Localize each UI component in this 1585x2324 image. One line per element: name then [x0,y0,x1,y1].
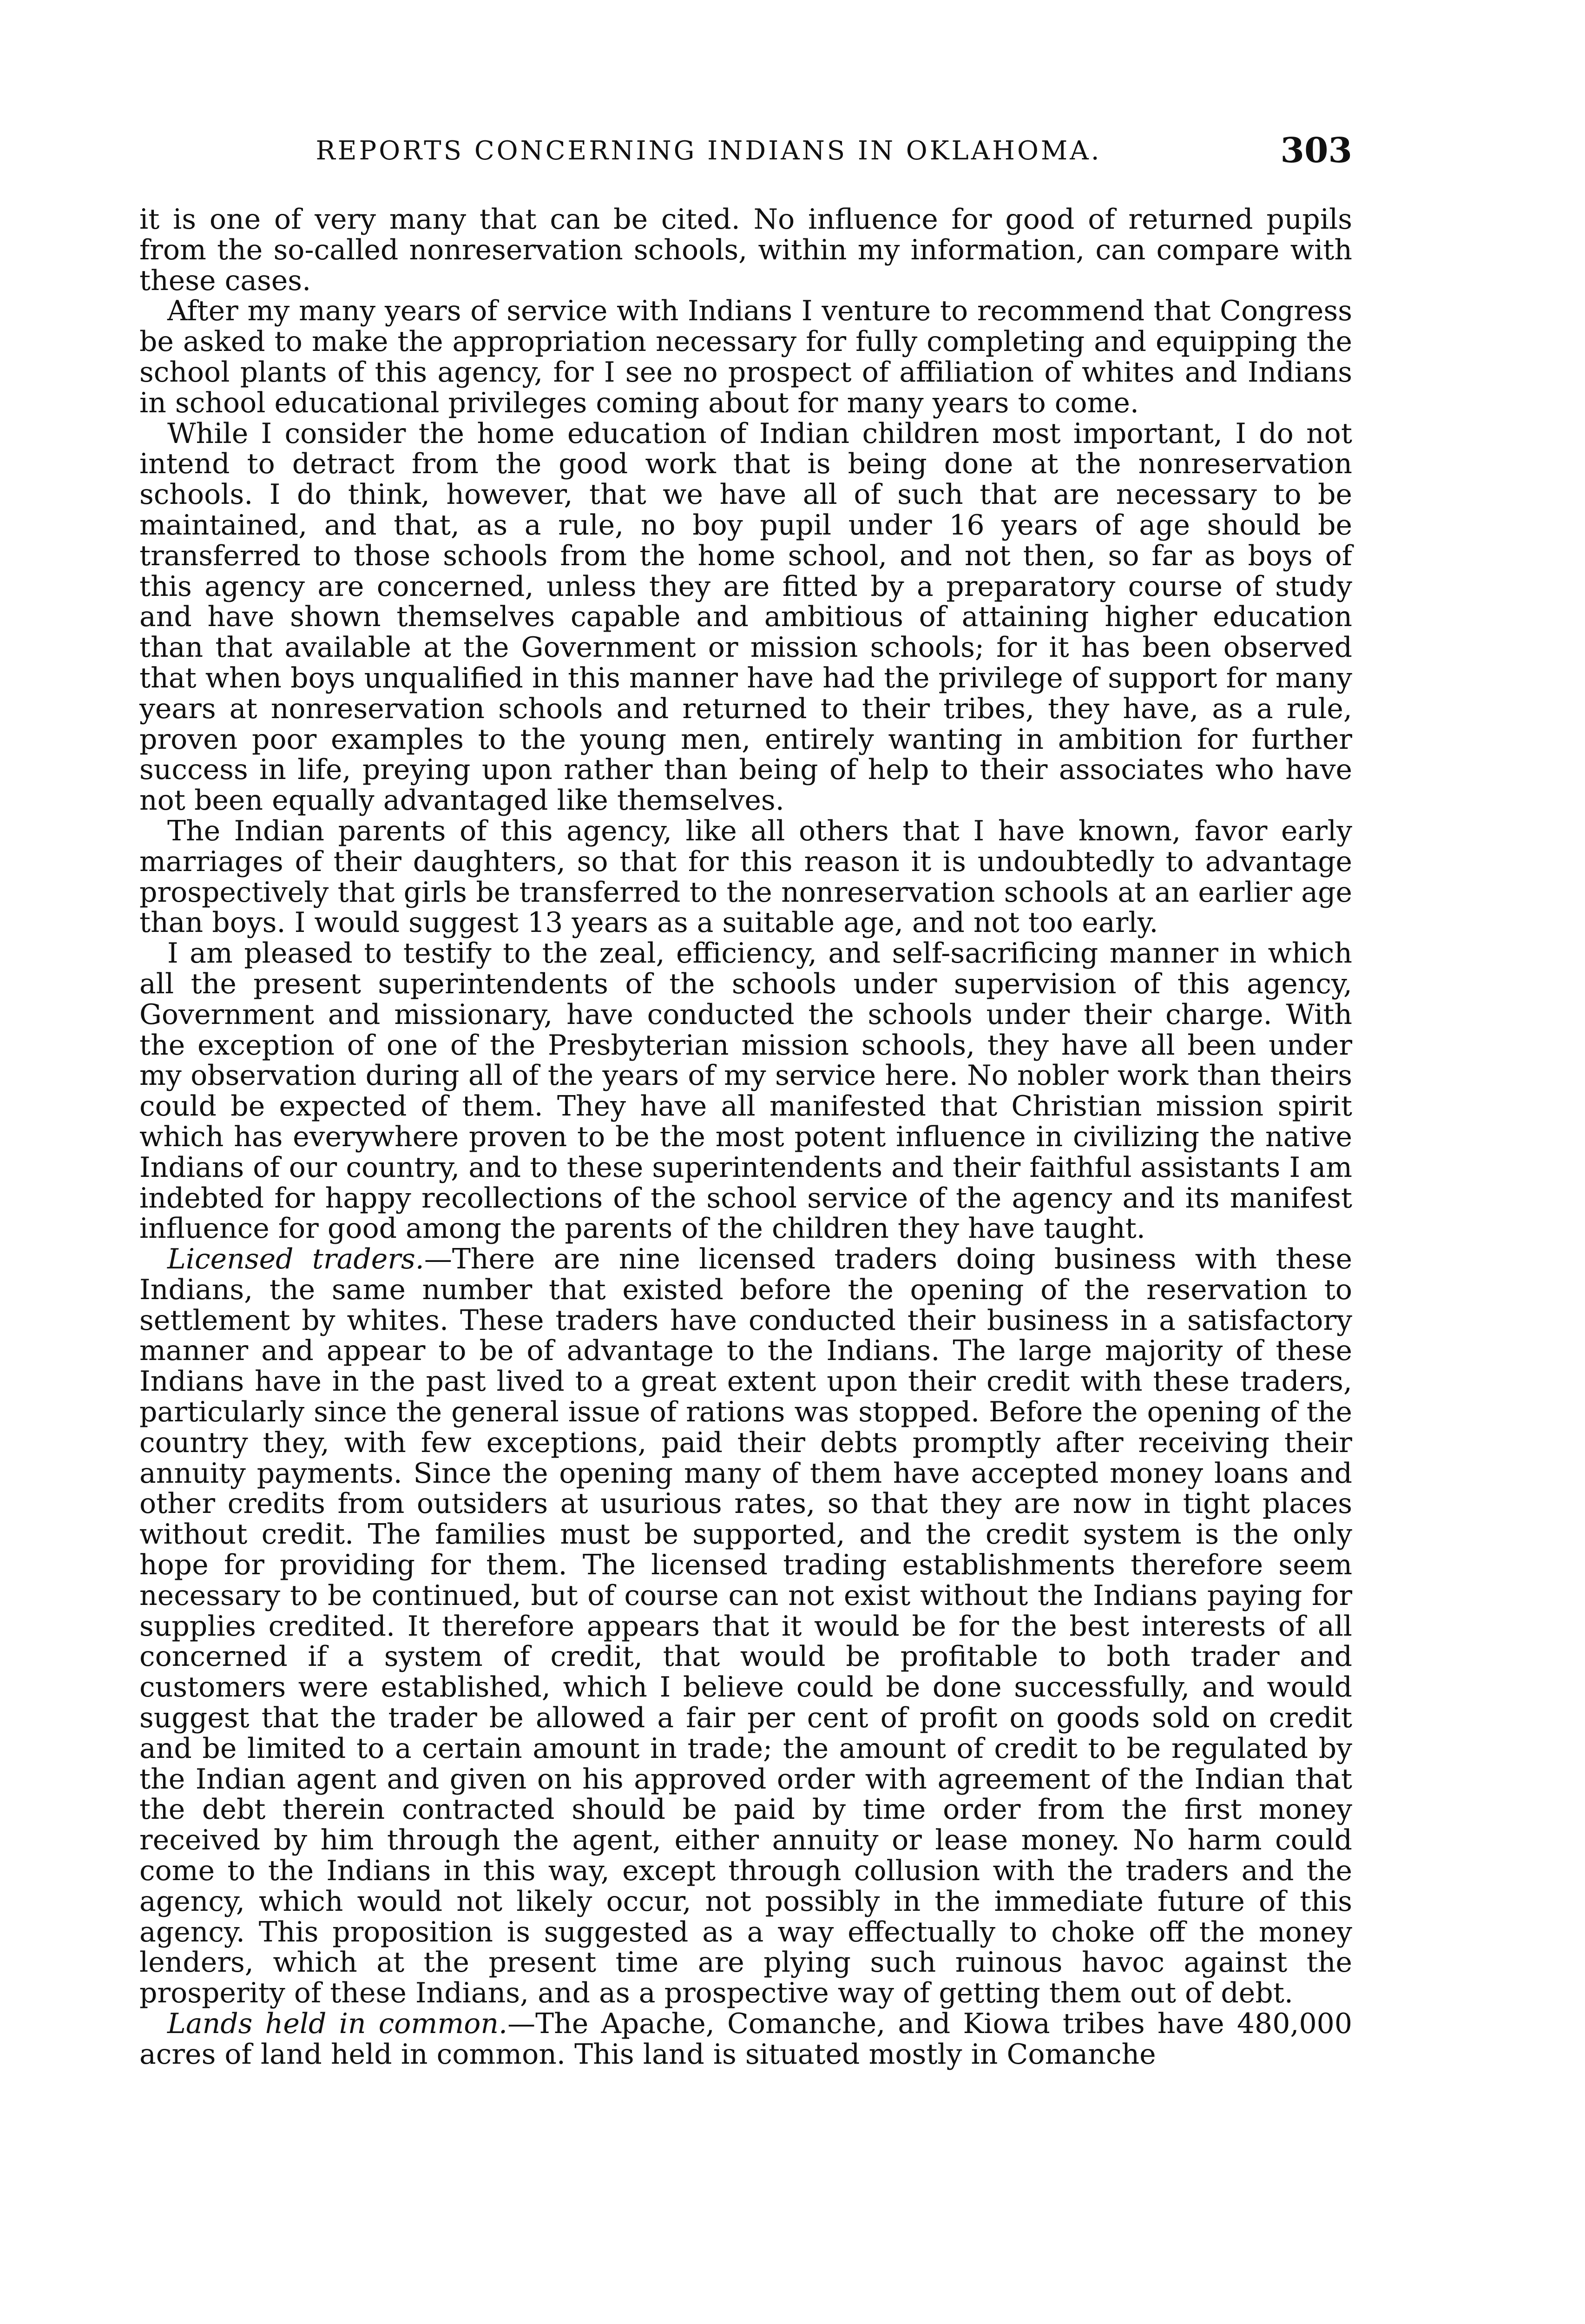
paragraph-lands-held-in-common [139,2009,1352,2070]
paragraph-licensed-traders [139,1244,1352,2009]
paragraph-superintendents: I am pleased to testify to the zeal, efficiency, and self-sacrificing manner in which all the present superintendents of the schools under supervision of this agency, Government and missionary, have conducted the schools under their charge. With the exception of one of the Presbyterian mission schools, they have all been under my observation during all of the years of my service here. No nobler work than theirs could be expected of them. They have all manifested that Christian mission spirit which has everywhere proven to be the most potent influence in civilizing the native Indians of our country, and to these superintendents and their faithful assistants I am indebted for happy recollections of the school service of the agency and its manifest influence for good among the parents of the children they have taught. [139,937,1352,1245]
paragraph-continued: it is one of very many that can be cited. No influence for good of returned pupils from the so-called nonreservation schools, within my information, can compare with these cases. [139,203,1352,297]
paragraph-appropriation-recommendation: After my many years of service with Indians I venture to recommend that Congress be asked to make the appropriation necessary for fully completing and equipping the school plants of this agency, for I see no prospect of affiliation of whites and Indians in school educational privileges coming about for many years to come. [139,295,1352,419]
paragraph-home-education: While I consider the home education of Indian children most important, I do not intend to detract from the good work that is being done at the nonreservation schools. I do think, however, that we have all of such that are necessary to be maintained, and that, as a rule, no boy pupil under 16 years of age should be transferred to those schools from the home school, and not then, so far as boys of this agency are concerned, unless they are fitted by a preparatory course of study and have shown themselves capable and ambitious of attaining higher education than that available at the Government or mission schools; for it has been observed that when boys unqualified in this manner have had the privilege of support for many years at nonreservation schools and returned to their tribes, they have, as a rule, proven poor examples to the young men, entirely wanting in ambition for further success in life, preying upon rather than being of help to their associates who have not been equally advantaged like themselves. [139,417,1352,817]
section-heading-licensed-traders: Licensed traders. [167,1243,424,1276]
page-number: 303 [1280,131,1352,171]
running-head [139,130,1352,172]
body-text [139,205,1352,2070]
paragraph-early-marriages: The Indian parents of this agency, like all others that I have known, favor early marriages of their daughters, so that for this reason it is undoubtedly to advantage prospectively that girls be transferred to the nonreservation schools at an earlier age than boys. I would suggest 13 years as a suitable age, and not too early. [139,814,1352,939]
licensed-traders-text: —There are nine licensed traders doing business with these Indians, the same number that existed before the opening of the reservation to settlement by whites. These traders have conducted their business in a satisfactory manner and appear to be of advantage to the Indians. The large majority of these Indians have in the past lived to a great extent upon their credit with these traders, particularly since the general issue of rations was stopped. Before the opening of the country they, with few exceptions, paid their debts promptly after receiving their annuity payments. Since the opening many of them have accepted money loans and other credits from outsiders at usurious rates, so that they are now in tight places without credit. The families must be supported, and the credit system is the only hope for providing for them. The licensed trading establishments therefore seem necessary to be continued, but of course can not exist without the Indians paying for supplies credited. It therefore appears that it would be for the best interests of all concerned if a system of credit, that would be profitable to both trader and customers were established, which I believe could be done successfully, and would suggest that the trader be allowed a fair per cent of profit on goods sold on credit and be limited to a certain amount in trade; the amount of credit to be regulated by the Indian agent and given on his approved order with agreement of the Indian that the debt therein contracted should be paid by time order from the first money received by him through the agent, either annuity or lease money. No harm could come to the Indians in this way, except through collusion with the traders and the agency, which would not likely occur, not possibly in the immediate future of this agency. This proposition is suggested as a way effectually to choke off the money lenders, which at the present time are plying such ruinous havoc against the prosperity of these Indians, and as a prospective way of getting them out of debt. [139,1243,1352,2010]
section-heading-lands-held-in-common: Lands held in common. [167,2007,508,2040]
running-title: REPORTS CONCERNING INDIANS IN OKLAHOMA. [316,136,1102,166]
lands-held-in-common-text: —The Apache, Comanche, and Kiowa tribes have 480,000 acres of land held in common. This land is situated mostly in Comanche [139,2007,1353,2071]
